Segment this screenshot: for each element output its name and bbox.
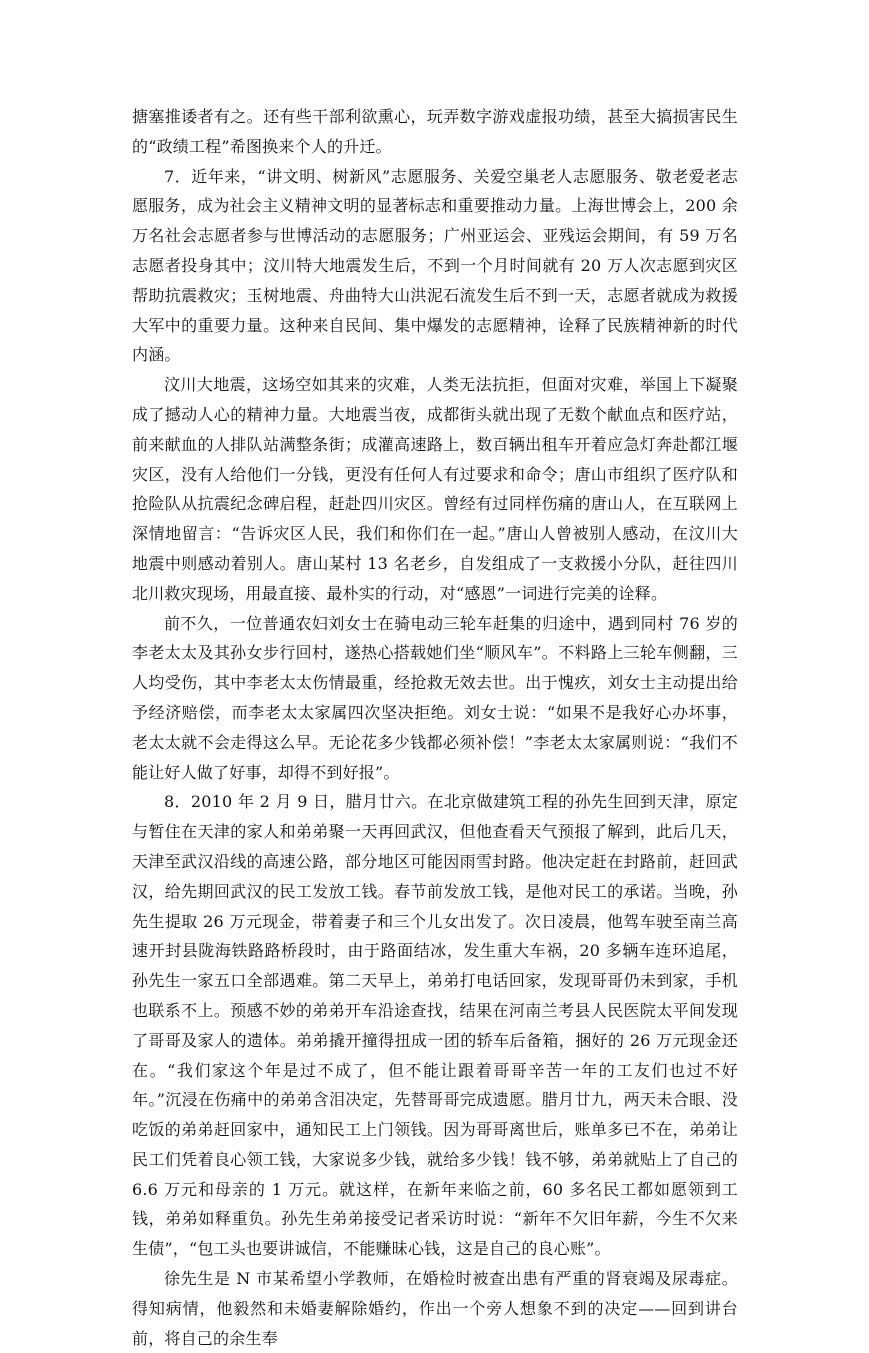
paragraph-item-7: 7．近年来，“讲文明、树新风”志愿服务、关爱空巢老人志愿服务、敬老爱老志愿服务，成为社会主义精神文明的显著标志和重要推动力量。上海世博会上，200 余万名社会志愿者参与世博活动的志愿服务；广州亚运会、亚残运会期间，有 59 万名志愿者投身其中；汶川特大地震发生后，不到一个月时间就有 20 万人次志愿到灾区帮助抗震救灾；玉树地震、舟曲特大山洪泥石流发生后不到一天，志愿者就成为救援大军中的重要力量。这种来自民间、集中爆发的志愿精神，诠释了民族精神新的时代内涵。: [132, 166, 738, 365]
paragraph-mr-xu: 徐先生是 N 市某希望小学教师，在婚检时被查出患有严重的肾衰竭及尿毒症。得知病情，他毅然和未婚妻解除婚约，作出一个旁人想象不到的决定——回到讲台前，将自己的余生奉: [132, 1269, 738, 1348]
paragraph-ms-liu: 前不久，一位普通农妇刘女士在骑电动三轮车赶集的归途中，遇到同村 76 岁的李老太太及其孙女步行回村，遂热心搭载她们坐“顺风车”。不料路上三轮车侧翻，三人均受伤，其中李老太太伤情最重，经抢救无效去世。出于愧疚，刘女士主动提出给予经济赔偿，而李老太太家属四次坚决拒绝。刘女士说：“如果不是我好心办坏事，老太太就不会走得这么早。无论花多少钱都必须补偿！”李老太太家属则说：“我们不能让好人做了好事，却得不到好报”。: [132, 613, 738, 782]
document-page: [132, 102, 738, 1353]
paragraph-wenchuan-earthquake: 汶川大地震，这场空如其来的灾难，人类无法抗拒，但面对灾难，举国上下凝聚成了撼动人心的精神力量。大地震当夜，成都街头就出现了无数个献血点和医疗站，前来献血的人排队站满整条街；成灌高速路上，数百辆出租车开着应急灯奔赴都江堰灾区，没有人给他们一分钱，更没有任何人有过要求和命令；唐山市组织了医疗队和抢险队从抗震纪念碑启程，赶赴四川灾区。曾经有过同样伤痛的唐山人，在互联网上深情地留言：“告诉灾区人民，我们和你们在一起。”唐山人曾被别人感动，在汶川大地震中则感动着别人。唐山某村 13 名老乡，自发组成了一支救援小分队，赶往四川北川救灾现场，用最直接、最朴实的行动，对“感恩”一词进行完美的诠释。: [132, 375, 738, 603]
paragraph-continued: 搪塞推诿者有之。还有些干部利欲熏心，玩弄数字游戏虚报功绩，甚至大搞损害民生的“政绩工程”希图换来个人的升迁。: [132, 107, 738, 156]
paragraph-item-8: 8．2010 年 2 月 9 日，腊月廿六。在北京做建筑工程的孙先生回到天津，原定与暂住在天津的家人和弟弟聚一天再回武汉，但他查看天气预报了解到，此后几天，天津至武汉沿线的高速公路，部分地区可能因雨雪封路。他决定赶在封路前，赶回武汉，给先期回武汉的民工发放工钱。春节前发放工钱，是他对民工的承诺。当晚，孙先生提取 26 万元现金，带着妻子和三个儿女出发了。次日凌晨，他驾车驶至南兰高速开封县陇海铁路路桥段时，由于路面结冰，发生重大车祸，20 多辆车连环追尾，孙先生一家五口全部遇难。第二天早上，弟弟打电话回家，发现哥哥仍未到家，手机也联系不上。预感不妙的弟弟开车沿途查找，结果在河南兰考县人民医院太平间发现了哥哥及家人的遗体。弟弟撬开撞得扭成一团的轿车后备箱，捆好的 26 万元现金还在。“我们家这个年是过不成了，但不能让跟着哥哥辛苦一年的工友们也过不好年。”沉浸在伤痛中的弟弟含泪决定，先替哥哥完成遗愿。腊月廿九，两天未合眼、没吃饭的弟弟赶回家中，通知民工上门领钱。因为哥哥离世后，账单多已不在，弟弟让民工们凭着良心领工钱，大家说多少钱，就给多少钱！钱不够，弟弟就贴上了自己的 6.6 万元和母亲的 1 万元。就这样，在新年来临之前，60 多名民工都如愿领到工钱，弟弟如释重负。孙先生弟弟接受记者采访时说：“新年不欠旧年薪，今生不欠来生债”，“包工头也要讲诚信，不能赚昧心钱，这是自己的良心账”。: [132, 792, 738, 1259]
